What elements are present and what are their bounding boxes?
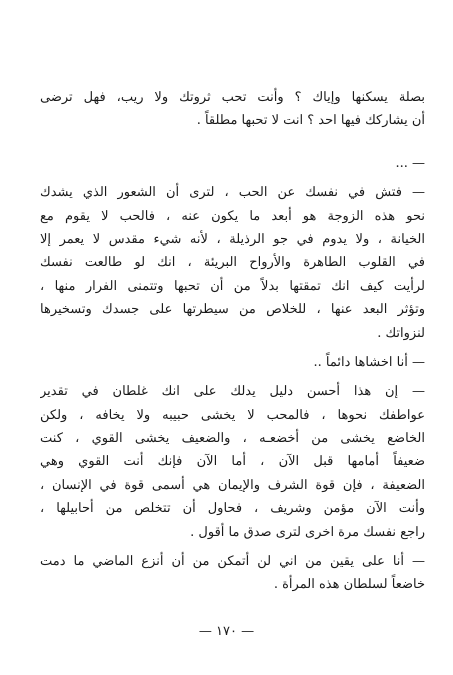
text-line: وتؤثر البعد عنها ، للخلاص من سيطرتها على جسدك وتسخيرها [40, 302, 425, 318]
text-line: — إن هذا أحسن دليل يدلك على انك غلطان في تقدير [40, 384, 425, 400]
text-line: نحو هذه الزوجة هو أبعد ما يكون عنه ، فالحب لا يقوم مع [40, 208, 425, 224]
text-line: في القلوب الطاهرة والأرواح البريئة ، انك لو طالعت نفسك [40, 255, 425, 271]
text-line: عواطفك نحوها ، فالمحب لا يخشى حبيبه ولا يخافه ، ولكن [40, 407, 425, 423]
text-line: الخيانة ، ولا يدوم في جو الرذيلة ، لأنه شيء مقدس لا يعمر إلا [40, 231, 425, 247]
separator-line: — ... [395, 155, 425, 171]
text-line: الخاضع يخشى من أخضعـه ، والضعيف يخشى القوي ، كنت [40, 431, 425, 447]
text-line: الضعيفة ، فإن قوة الشرف والإيمان هي أسمى قوة في الإنسان ، [40, 477, 425, 493]
text-line: — أنا اخشاها دائماً .. [313, 354, 425, 370]
text-line: لرأيت كيف انك تمقتها بدلاً من أن تحبها وتتمنى الفرار منها ، [40, 278, 425, 294]
text-line: — أنا على يقين من اني لن أتمكن من أن أنزع الماضي ما دمت [40, 554, 425, 570]
text-line: أن يشاركك فيها احد ؟ انت لا تحبها مطلقاً . [196, 113, 425, 129]
text-line: ضعيفاً أمامها قبل الآن ، أما الآن فإنك أنت القوي وهي [40, 454, 425, 470]
text-line: خاضعاً لسلطان هذه المرأة . [273, 577, 425, 593]
page-body [40, 86, 425, 597]
text-line: بصلة يسكنها وإياك ؟ وأنت تحب ثروتك ولا ريب، فهل ترضى [40, 90, 425, 105]
paragraph-gap [40, 133, 425, 152]
text-line: راجع نفسك مرة اخرى لترى صدق ما أقول . [190, 524, 425, 540]
text-line: وأنت الآن مؤمن وشريف ، فحاول أن تتخلص من أحابيلها ، [40, 501, 425, 517]
text-line: لنزواتك . [377, 325, 425, 341]
page-number: — ١٧٠ — [198, 624, 255, 639]
text-line: — فتش في نفسك عن الحب ، لترى أن الشعور الذي يشدك [40, 185, 425, 201]
